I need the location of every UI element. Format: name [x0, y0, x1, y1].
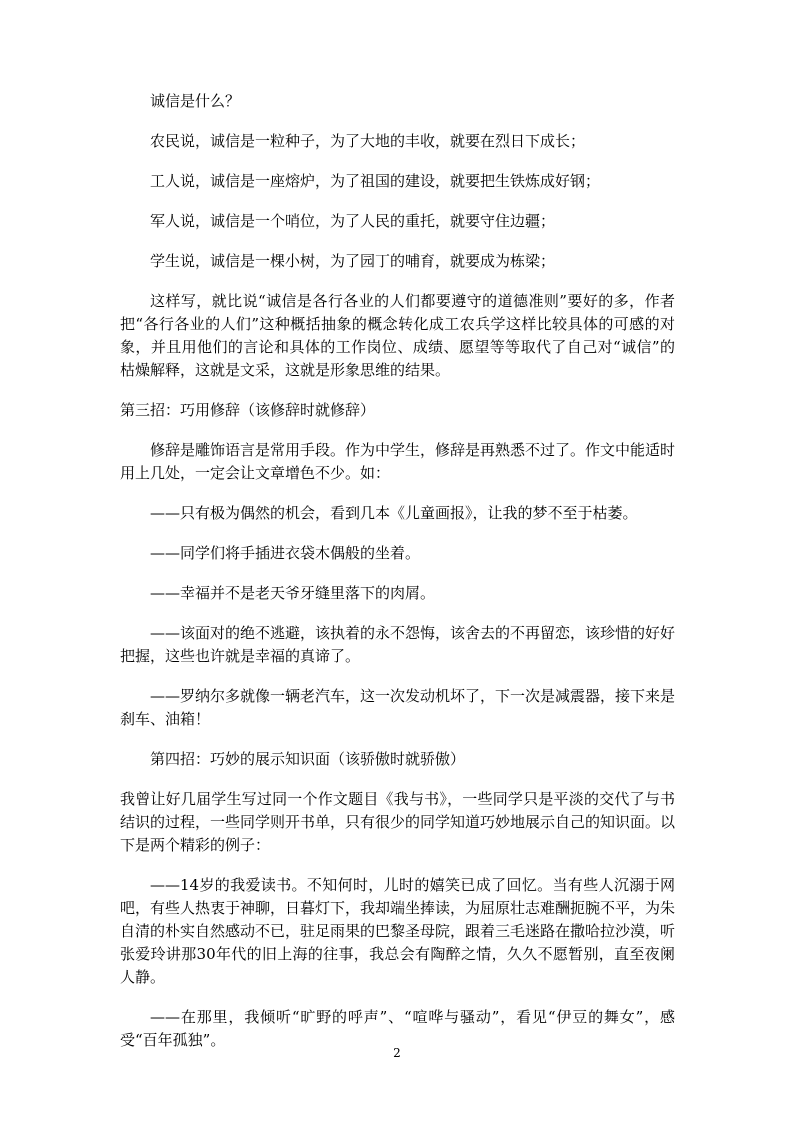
paragraph: ——在那里，我倾听“旷野的呼声”、“喧哗与骚动”，看见“伊豆的舞女”，感受“百年孤独”。 [120, 1008, 675, 1049]
paragraph: 工人说，诚信是一座熔炉，为了祖国的建设，就要把生铁炼成好钢； [150, 172, 601, 190]
paragraph: 修辞是雕饰语言是常用手段。作为中学生，修辞是再熟悉不过了。作文中能适时用上几处，一定会让文章增色不少。如： [120, 441, 676, 482]
paragraph: ——幸福并不是老天爷牙缝里落下的肉屑。 [150, 584, 436, 602]
document-body [120, 90, 675, 1069]
paragraph: 学生说，诚信是一棵小树，为了园丁的哺育，就要成为栋梁； [150, 252, 556, 270]
paragraph: ——只有极为偶然的机会，看到几本《儿童画报》，让我的梦不至于枯萎。 [150, 504, 638, 522]
paragraph: ——罗纳尔多就像一辆老汽车，这一次发动机坏了，下一次是减震器，接下来是刹车、油箱！ [120, 687, 676, 728]
section-heading: 第三招：巧用修辞（该修辞时就修辞） [120, 401, 376, 419]
paragraph: 农民说，诚信是一粒种子，为了大地的丰收，就要在烈日下成长； [150, 132, 586, 150]
section-heading: 第四招：巧妙的展示知识面（该骄傲时就骄傲） [150, 750, 466, 768]
paragraph: 我曾让好几届学生写过同一个作文题目《我与书》，一些同学只是平淡的交代了与书结识的过程，一些同学则开书单，只有很少的同学知道巧妙地展示自己的知识面。以下是两个精彩的例子： [120, 790, 676, 854]
page-number: 2 [393, 1046, 401, 1060]
paragraph: ——该面对的绝不逃避，该执着的永不怨悔，该舍去的不再留恋，该珍惜的好好把握，这些也许就是幸福的真谛了。 [120, 624, 676, 665]
paragraph: 诚信是什么？ [150, 92, 241, 110]
paragraph: 这样写，就比说“诚信是各行各业的人们都要遵守的道德准则”要好的多，作者把“各行各业的人们”这种概括抽象的概念转化成工农兵学这样比较具体的可感的对象，并且用他们的言论和具体的工作岗位、成绩、愿望等等取代了自己对“诚信”的枯燥解释，这就是文采，这就是形象思维的结果。 [120, 292, 675, 379]
paragraph: 军人说，诚信是一个哨位，为了人民的重托，就要守住边疆； [150, 212, 556, 230]
paragraph: ——14岁的我爱读书。不知何时，儿时的嬉笑已成了回忆。当有些人沉溺于网吧，有些人热衷于神聊，日暮灯下，我却端坐捧读，为屈原壮志难酬扼腕不平，为朱自清的朴实自然感动不已，驻足雨果的巴黎圣母院，跟着三毛迷路在撒哈拉沙漠，听张爱玲讲那30年代的旧上海的往事，我总会有陶醉之情，久久不愿暂别，直至夜阑人静。 [120, 876, 676, 986]
paragraph: ——同学们将手插进衣袋木偶般的坐着。 [150, 544, 421, 562]
